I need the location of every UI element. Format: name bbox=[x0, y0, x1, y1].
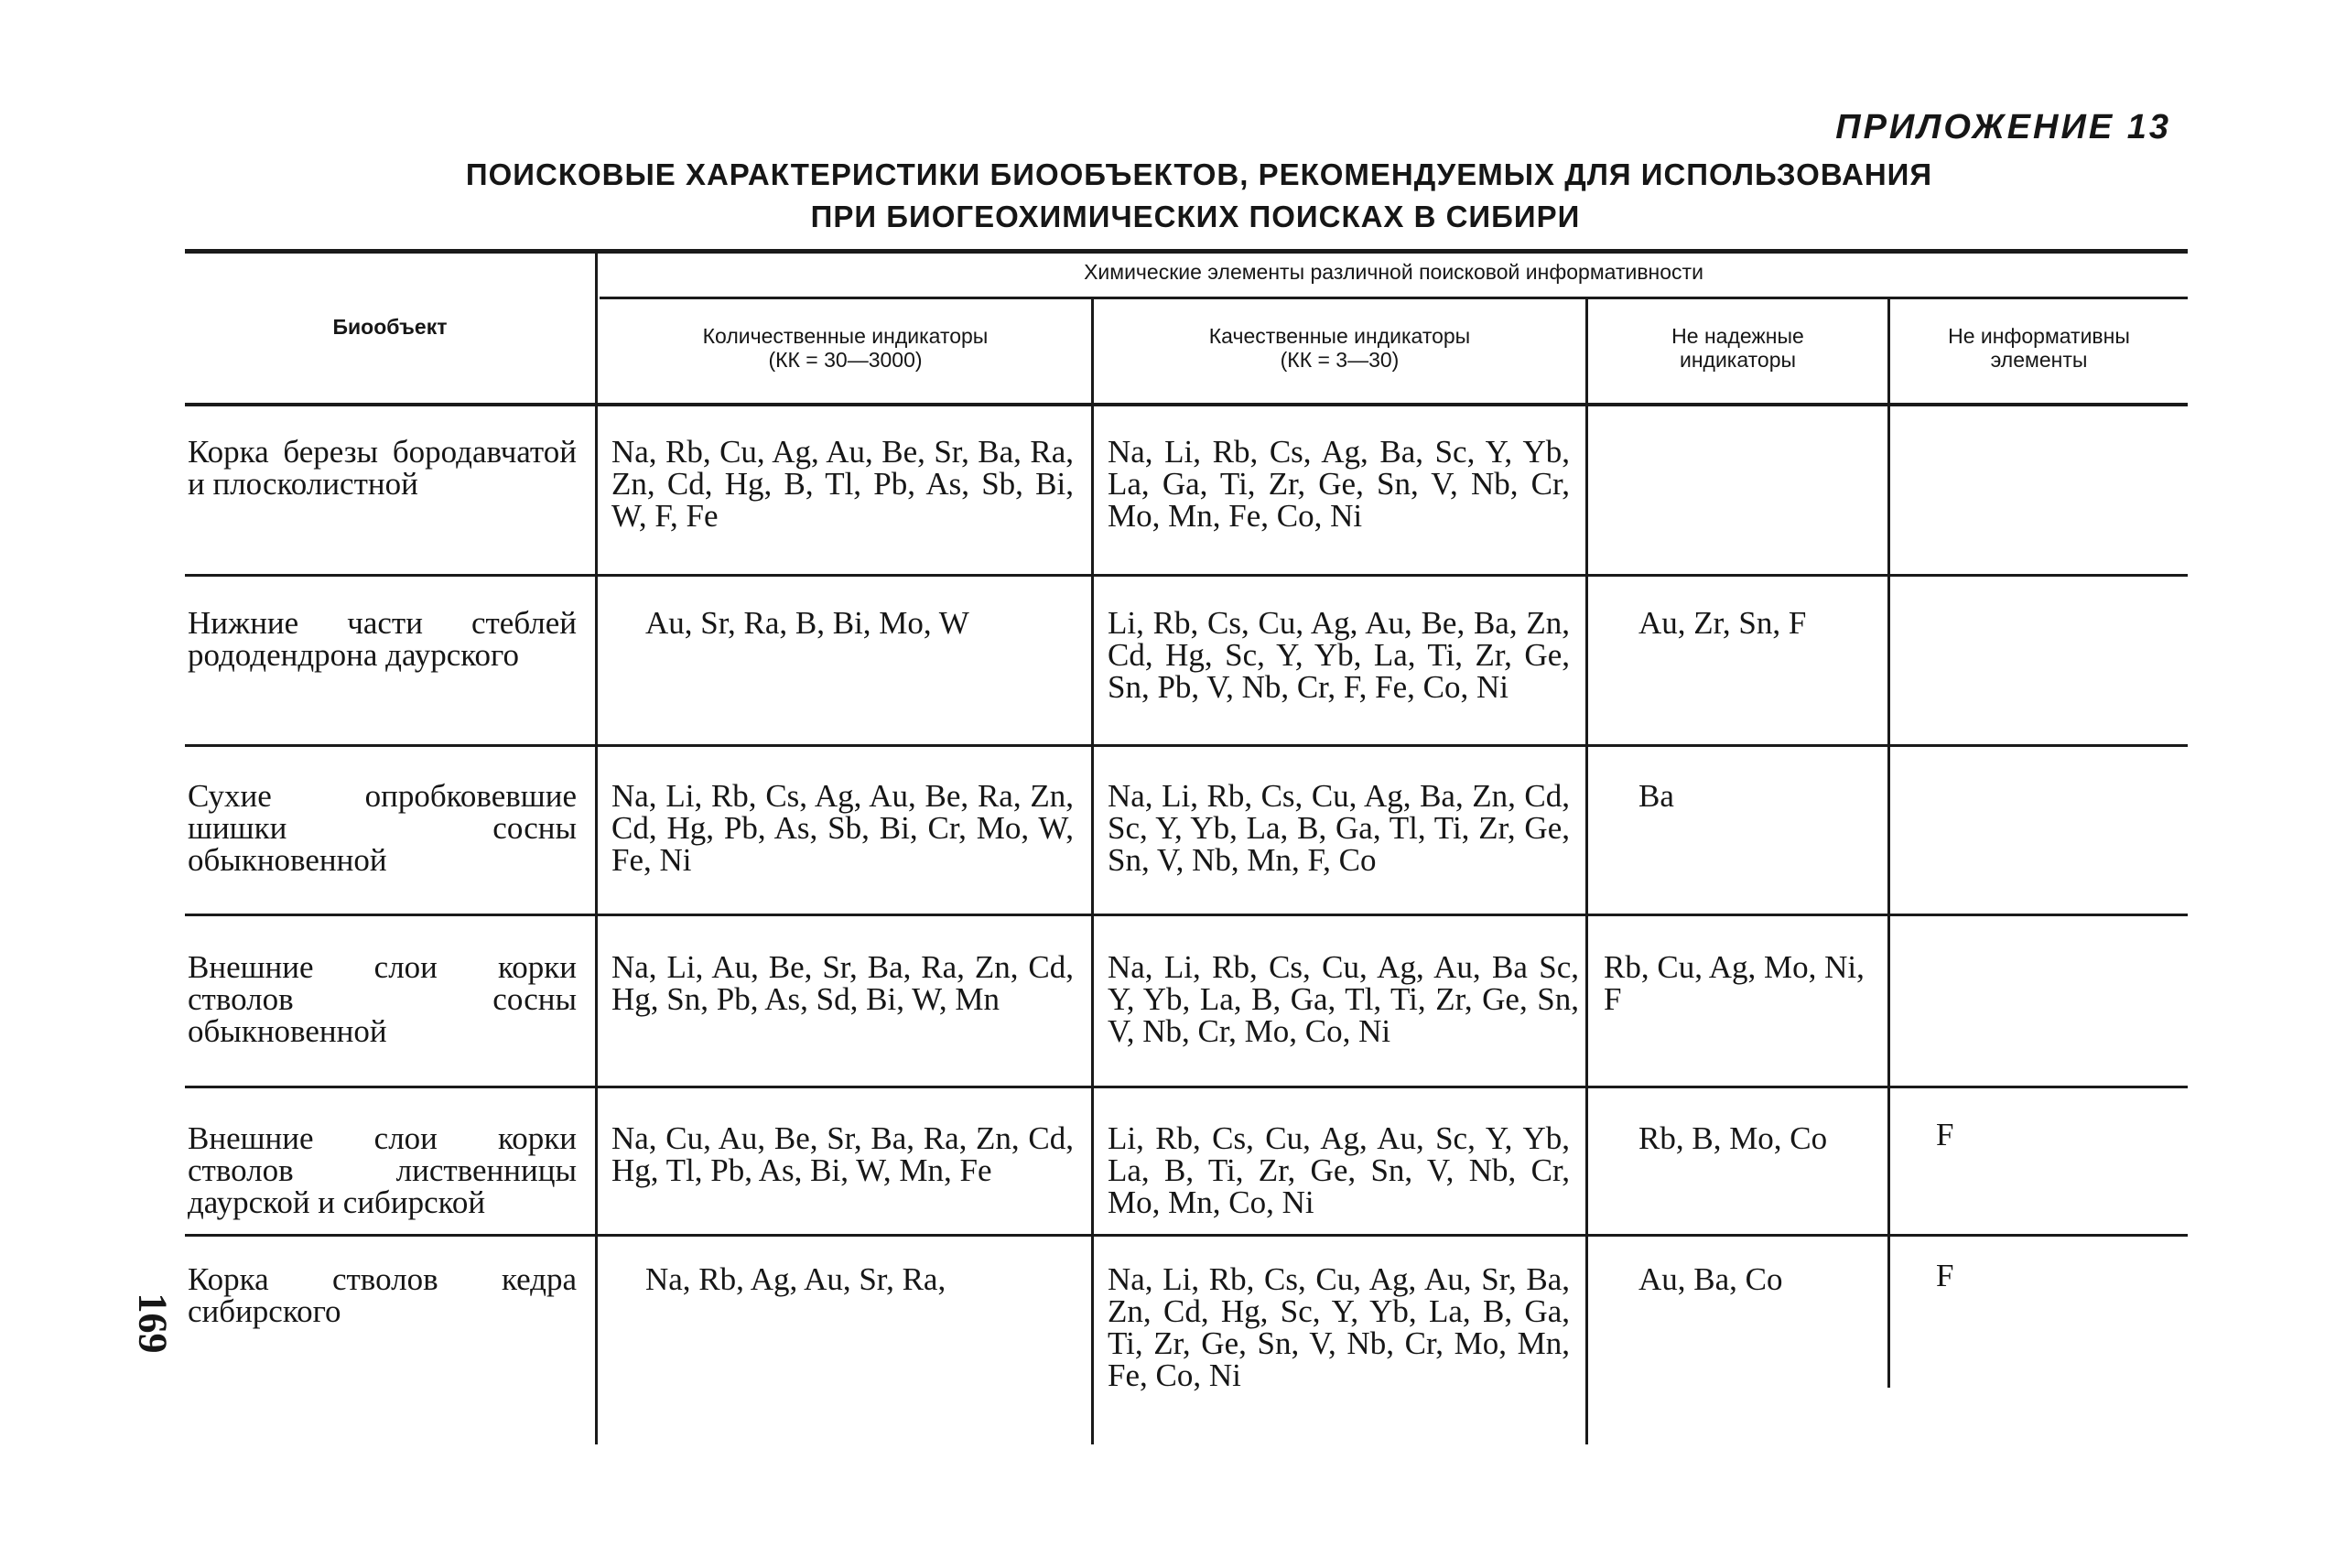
header-group: Химические элементы различной поисковой информативности bbox=[1084, 260, 1703, 284]
table-row-3-qualitative: Na, Li, Rb, Cs, Cu, Ag, Ba, Zn, Cd, Sc, Y, Yb, La, B, Ga, Tl, Ti, Zr, Ge, Sn, V, Nb, Mn, F, Co bbox=[1108, 778, 1570, 878]
column-rule-3 bbox=[1585, 298, 1588, 1444]
table-row-3-unreliable: Ba bbox=[1638, 778, 1674, 814]
table-row-4-qualitative: Na, Li, Rb, Cs, Cu, Ag, Au, Ba Sc, Y, Yb, La, B, Ga, Tl, Ti, Zr, Ge, Sn, V, Nb, Cr, Mo, Co, Ni bbox=[1108, 949, 1579, 1049]
table-row-2-object: Нижние части стеблей рододендрона даурского bbox=[188, 605, 577, 673]
table-row-6-noninformative: F bbox=[1936, 1258, 1954, 1293]
table-row-5-noninformative: F bbox=[1936, 1117, 1954, 1152]
table-row-6-qualitative: Na, Li, Rb, Cs, Cu, Ag, Au, Sr, Ba, Zn, Cd, Hg, Sc, Y, Yb, La, B, Ga, Ti, Zr, Ge, Sn, V, Nb, Cr, Mo, Mn, Fe, Co, Ni bbox=[1108, 1261, 1570, 1393]
table-row-1-quantitative: Na, Rb, Cu, Ag, Au, Be, Sr, Ba, Ra, Zn, Cd, Hg, B, Tl, Pb, As, Sb, Bi, W, F, Fe bbox=[611, 434, 1074, 534]
table-row-6-object: Корка стволов кедра сибирского bbox=[188, 1261, 577, 1329]
table-row-2-unreliable: Au, Zr, Sn, F bbox=[1638, 605, 1807, 641]
header-noninformative-line-1: Не информативны bbox=[1948, 324, 2130, 348]
header-unreliable bbox=[1588, 324, 1887, 372]
header-bioobject: Биообъект bbox=[332, 315, 448, 339]
header-quantitative-line-2: (КК = 30—3000) bbox=[768, 348, 923, 372]
header-noninformative-line-2: элементы bbox=[1990, 348, 2088, 372]
page-title-line-1: ПОИСКОВЫЕ ХАРАКТЕРИСТИКИ БИООБЪЕКТОВ, РЕКОМЕНДУЕМЫХ ДЛЯ ИСПОЛЬЗОВАНИЯ bbox=[465, 157, 1933, 191]
header-unreliable-line-1: Не надежные bbox=[1671, 324, 1804, 348]
table-top-rule bbox=[185, 249, 2188, 254]
table-row-5-object: Внешние слои корки стволов лиственницы даурской и сибирской bbox=[188, 1120, 577, 1220]
table-row-5-quantitative: Na, Cu, Au, Be, Sr, Ba, Ra, Zn, Cd, Hg, Tl, Pb, As, Bi, W, Mn, Fe bbox=[611, 1120, 1074, 1188]
table-row-5-qualitative: Li, Rb, Cs, Cu, Ag, Au, Sc, Y, Yb, La, B, Ti, Zr, Ge, Sn, V, Nb, Cr, Mo, Mn, Co, Ni bbox=[1108, 1120, 1570, 1220]
table-row-2-quantitative: Au, Sr, Ra, B, Bi, Mo, W bbox=[645, 605, 969, 641]
table-row-1-qualitative: Na, Li, Rb, Cs, Ag, Ba, Sc, Y, Yb, La, Ga, Ti, Zr, Ge, Sn, V, Nb, Cr, Mo, Mn, Fe, Co, Ni bbox=[1108, 434, 1570, 534]
table-row-2-qualitative: Li, Rb, Cs, Cu, Ag, Au, Be, Ba, Zn, Cd, Hg, Sc, Y, Yb, La, Ti, Zr, Ge, Sn, Pb, V, Nb, Cr, F, Fe, Co, Ni bbox=[1108, 605, 1570, 705]
table-row-4-unreliable: Rb, Cu, Ag, Mo, Ni, F bbox=[1604, 949, 1865, 1017]
header-quantitative-line-1: Количественные индикаторы bbox=[702, 324, 989, 348]
group-header-rule bbox=[600, 297, 2188, 299]
column-rule-1 bbox=[595, 253, 598, 1444]
page-number: 169 bbox=[130, 1292, 176, 1354]
header-qualitative bbox=[1094, 324, 1585, 372]
column-rule-4 bbox=[1887, 298, 1890, 1388]
header-qualitative-line-1: Качественные индикаторы bbox=[1208, 324, 1471, 348]
table-row-4-object: Внешние слои корки стволов сосны обыкновенной bbox=[188, 949, 577, 1049]
appendix-label: ПРИЛОЖЕНИЕ 13 bbox=[1835, 108, 2171, 146]
column-rule-2 bbox=[1091, 298, 1094, 1444]
table-row-1-object: Корка березы бородавчатой и плосколистной bbox=[188, 434, 577, 502]
table-row-6-quantitative: Na, Rb, Ag, Au, Sr, Ra, bbox=[645, 1261, 946, 1297]
table-row-5-unreliable: Rb, B, Mo, Co bbox=[1638, 1120, 1828, 1156]
table-row-3-quantitative: Na, Li, Rb, Cs, Ag, Au, Be, Ra, Zn, Cd, Hg, Pb, As, Sb, Bi, Cr, Mo, W, Fe, Ni bbox=[611, 778, 1074, 878]
table-row-4-quantitative: Na, Li, Au, Be, Sr, Ba, Ra, Zn, Cd, Hg, Sn, Pb, As, Sd, Bi, W, Mn bbox=[611, 949, 1074, 1017]
header-unreliable-line-2: индикаторы bbox=[1679, 348, 1797, 372]
table-row-3-object: Сухие опробковевшие шишки сосны обыкновенной bbox=[188, 778, 577, 878]
page-title-line-2: ПРИ БИОГЕОХИМИЧЕСКИХ ПОИСКАХ В СИБИРИ bbox=[810, 200, 1581, 233]
header-noninformative bbox=[1890, 324, 2188, 372]
header-qualitative-line-2: (КК = 3—30) bbox=[1280, 348, 1400, 372]
table-row-6-unreliable: Au, Ba, Co bbox=[1638, 1261, 1783, 1297]
header-quantitative bbox=[600, 324, 1091, 372]
